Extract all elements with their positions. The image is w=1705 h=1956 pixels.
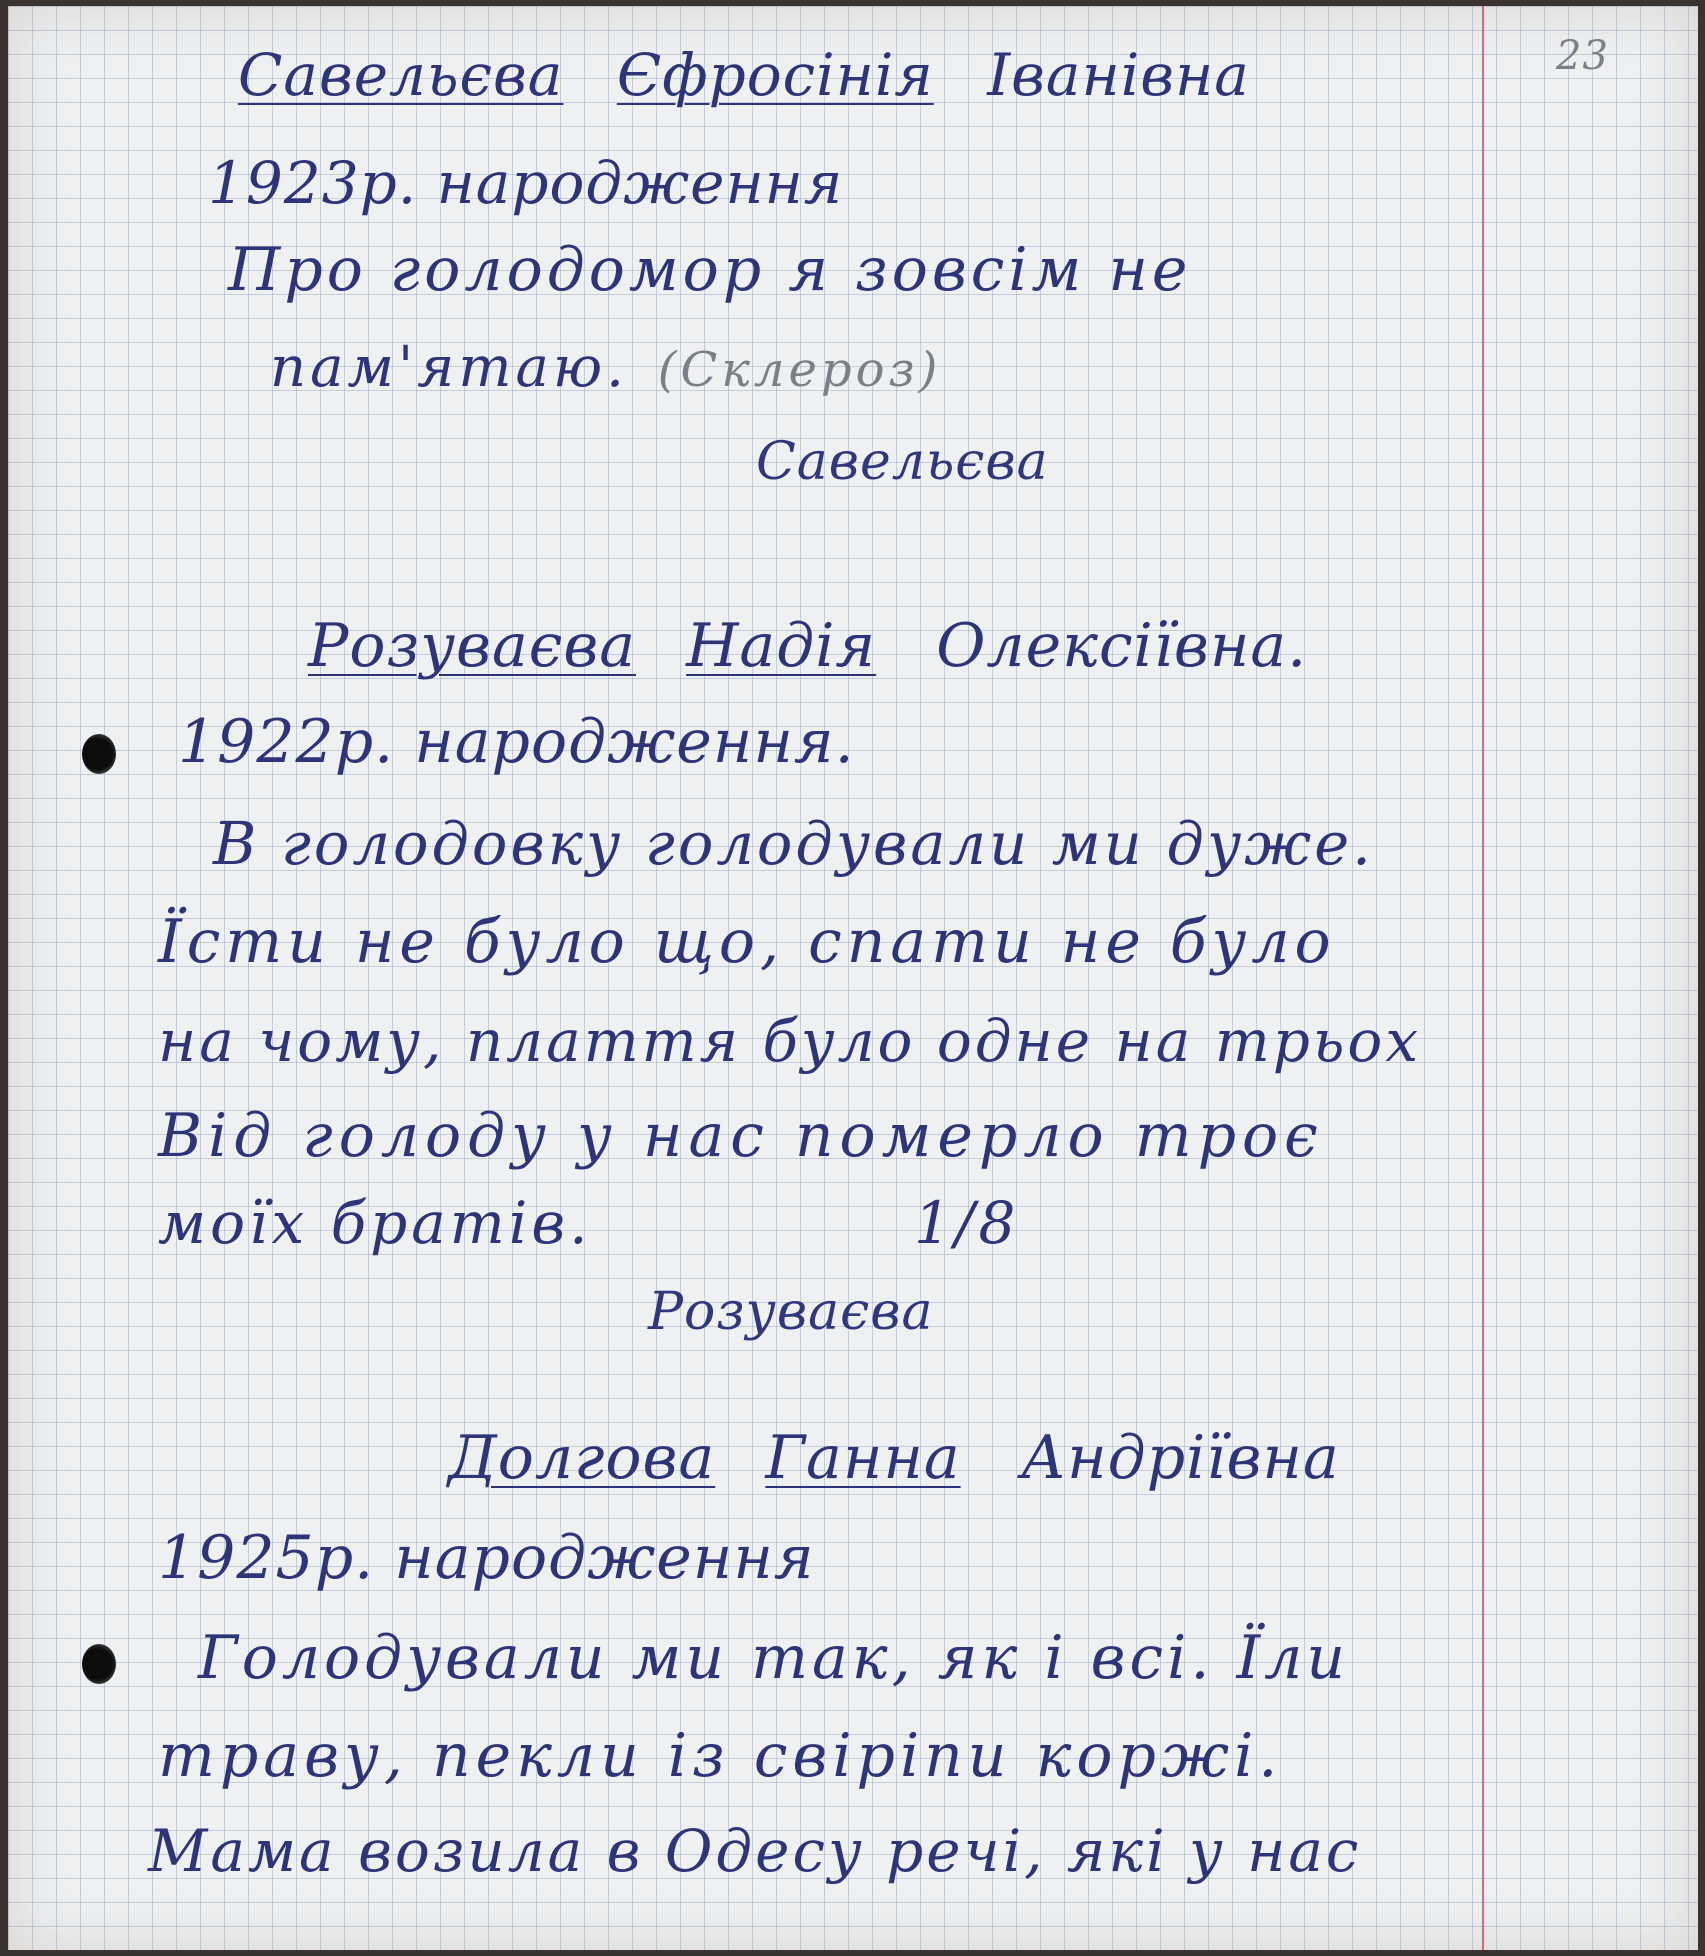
- red-margin-line: [1482, 6, 1484, 1950]
- entry-birth: 1923р. народження: [208, 149, 844, 217]
- punch-hole: [82, 734, 116, 774]
- entry-surname: Розуваєва: [308, 611, 637, 681]
- entry-text-line: Від голоду у нас померло троє: [158, 1101, 1324, 1171]
- entry-text-line-content: моїх братів.: [158, 1189, 592, 1257]
- entry-heading: [448, 1423, 1340, 1493]
- entry-text-line: [158, 1189, 1020, 1257]
- entry-patronymic: Андріївна: [1020, 1423, 1340, 1493]
- entry-text-line: Мама возила в Одесу речі, які у нас: [148, 1817, 1362, 1885]
- entry-birth: 1922р. народження.: [178, 707, 855, 777]
- entry-first-name: Єфросінія: [616, 41, 934, 109]
- entry-note: 1/8: [914, 1189, 1020, 1257]
- entry-text-line: Про голодомор я зовсім не: [228, 235, 1192, 305]
- entry-first-name: Надія: [686, 611, 877, 681]
- entry-patronymic: Олексіївна.: [936, 611, 1308, 681]
- notebook-page: [8, 6, 1698, 1950]
- entry-signature: Розуваєва: [648, 1282, 934, 1342]
- entry-surname: Савельєва: [238, 41, 564, 109]
- entry-surname: Долгова: [448, 1423, 716, 1493]
- entry-text-line: Їсти не було що, спати не було: [158, 907, 1336, 977]
- entry-text-line: траву, пекли із свіріпи коржі.: [158, 1721, 1283, 1791]
- entry-text-line: Голодували ми так, як і всі. Їли: [198, 1623, 1350, 1693]
- pencil-note: (Склероз): [657, 342, 942, 398]
- punch-hole: [82, 1644, 116, 1684]
- page-number: 23: [1556, 33, 1609, 79]
- entry-heading: [308, 611, 1308, 681]
- entry-first-name: Ганна: [765, 1423, 961, 1493]
- entry-text-line: В голодовку голодували ми дуже.: [213, 809, 1374, 878]
- entry-text-line: [270, 335, 942, 400]
- entry-heading: [238, 41, 1250, 109]
- entry-signature: Савельєва: [756, 432, 1049, 492]
- entry-text-line: на чому, плаття було одне на трьох: [158, 1007, 1422, 1075]
- entry-birth: 1925р. народження: [158, 1523, 815, 1593]
- entry-patronymic: Іванівна: [987, 41, 1250, 109]
- entry-text-line-content: пам'ятаю.: [270, 335, 628, 400]
